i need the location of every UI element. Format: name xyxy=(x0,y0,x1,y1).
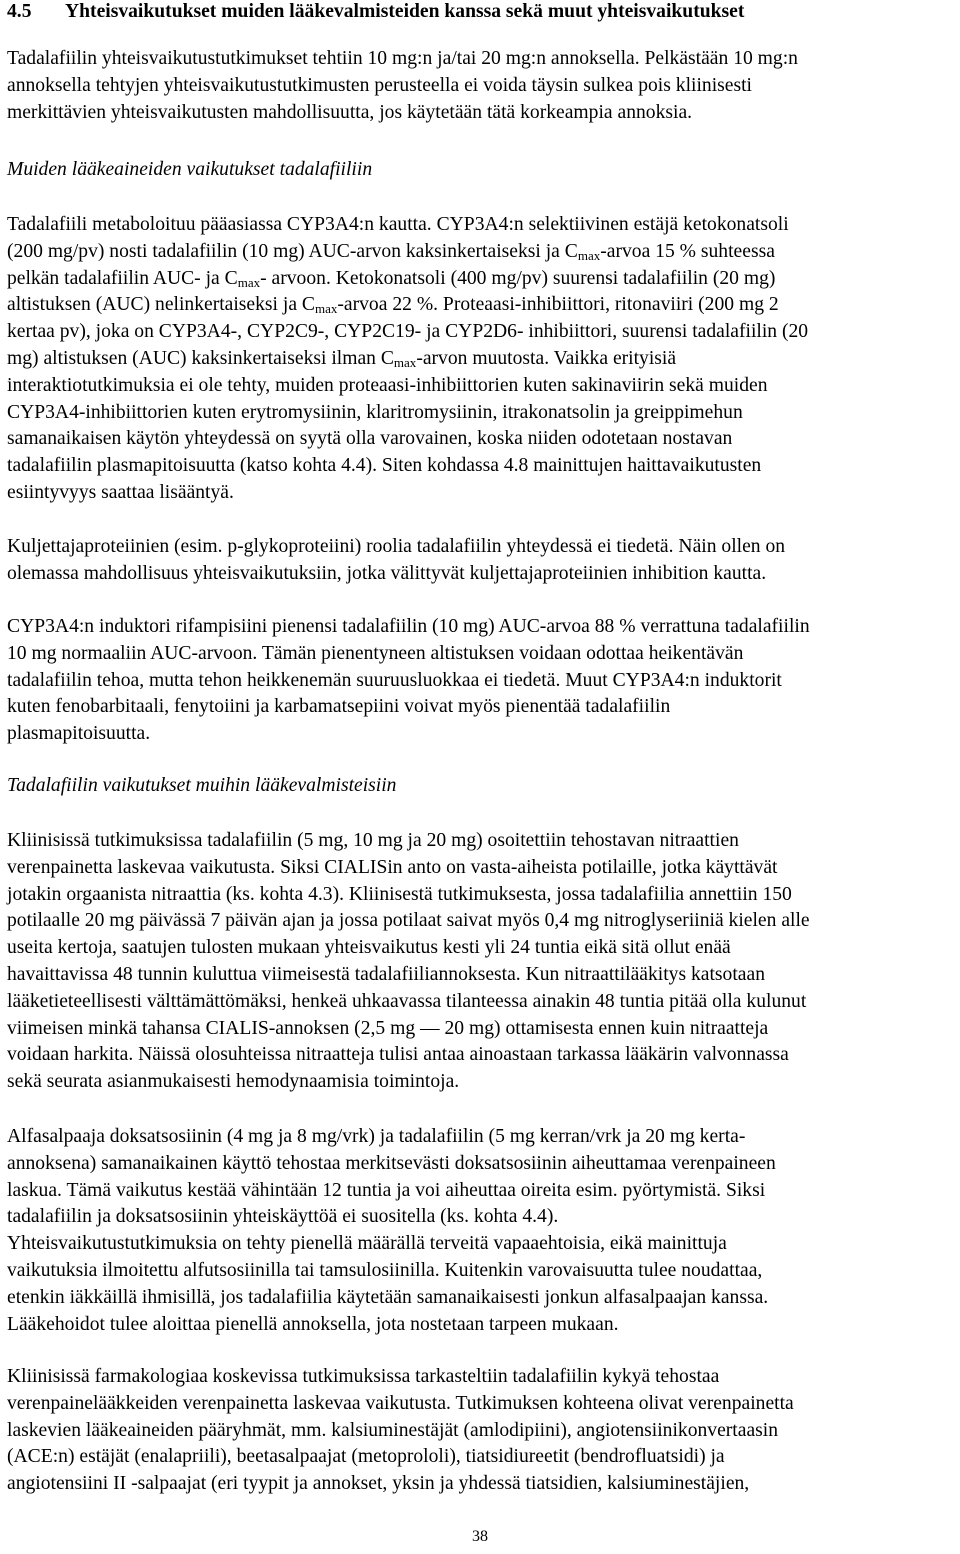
text-line: laskevien lääkeaineiden pääryhmät, mm. kalsiuminestäjät (amlodipiini), angiotensiinikonvertaasin xyxy=(7,1419,779,1441)
text-line: samanaikaisen käytön yhteydessä on syytä olla varovainen, koska niiden odotetaan nostavan xyxy=(7,428,733,450)
paragraph-cyp3a4 xyxy=(7,212,956,507)
page-number: 38 xyxy=(472,1528,488,1545)
text-line: esiintyvyys saattaa lisääntyä. xyxy=(7,481,234,503)
text-line: tadalafiilin plasmapitoisuutta (katso kohta 4.4). Siten kohdassa 4.8 mainittujen haittavaikutusten xyxy=(7,455,762,477)
subscript-max: max xyxy=(577,247,601,263)
subscript-max: max xyxy=(315,301,338,317)
subheading-tadalafil-on-other-drugs: Tadalafiilin vaikutukset muihin lääkevalmisteisiin xyxy=(7,775,397,796)
text-line: jotakin orgaanista nitraattia (ks. kohta 4.3). Kliinisestä tutkimuksesta, jossa tadalafiilia annettiin 150 xyxy=(7,883,792,905)
text-line: 10 mg normaaliin AUC-arvoon. Tämän pienentyneen altistuksen voidaan odottaa heikentävän xyxy=(7,642,744,664)
text-line: kuten fenobarbitaali, fenytoiini ja karbamatsepiini voivat myös pienentää tadalafiilin xyxy=(7,696,671,718)
text-line: viimeisen minkä tahansa CIALIS-annoksen (2,5 mg — 20 mg) ottamisesta ennen kuin nitraatteja xyxy=(7,1017,769,1039)
text-line: verenpainelääkkeiden verenpainetta laskevaa vaikutusta. Tutkimuksen kohteena olivat verenpainetta xyxy=(7,1392,794,1414)
text-line: Kuljettajaproteiinien (esim. p-glykoproteiini) roolia tadalafiilin yhteydessä ei tiedetä. Näin ollen on xyxy=(7,536,786,557)
text-line: Kliinisissä tutkimuksissa tadalafiilin (5 mg, 10 mg ja 20 mg) osoitettiin tehostavan nitraattien xyxy=(7,830,739,851)
text-line: tadalafiilin ja doksatsosiinin yhteiskäyttöä ei suositella (ks. kohta 4.4). xyxy=(7,1206,559,1228)
text-line: Tadalafiilin yhteisvaikutustutkimukset tehtiin 10 mg:n ja/tai 20 mg:n annoksella. Pelkästään 10 mg:n xyxy=(7,48,798,69)
text-line: angiotensiini II -salpaajat (eri tyypit ja annokset, yksin ja yhdessä tiatsidien, kalsiuminestäjien, xyxy=(7,1473,750,1495)
section-heading xyxy=(7,0,956,26)
text-line: annoksena) samanaikainen käyttö tehostaa merkitsevästi doksatsosiinin aiheuttamaa verenpaineen xyxy=(7,1152,776,1174)
paragraph-alpha-blockers xyxy=(7,1124,956,1338)
text-line: kertaa pv), joka on CYP3A4-, CYP2C9-, CYP2C19- ja CYP2D6- inhibiittori, suurensi tadalafiilin (20 xyxy=(7,321,809,343)
subscript-max: max xyxy=(237,274,261,290)
paragraph-antihypertensives xyxy=(7,1364,956,1498)
text-line: altistuksen (AUC) nelinkertaiseksi ja Cmax-arvoa 22 %. Proteaasi-inhibiittori, ritonaviiri (200 mg 2 xyxy=(7,294,779,317)
text-line: merkittävien yhteisvaikutusten mahdollisuutta, jos käytetään tätä korkeampia annoksia. xyxy=(7,101,693,123)
text-line: CYP3A4-inhibiittorien kuten erytromysiinin, klaritromysiinin, itrakonatsolin ja greippimehun xyxy=(7,401,743,423)
text-line: Kliinisissä farmakologiaa koskevissa tutkimuksissa tarkasteltiin tadalafiilin kykyä tehostaa xyxy=(7,1366,720,1387)
text-line: interaktiotutkimuksia ei ole tehty, muiden proteaasi-inhibiittorien kuten sakinaviirin sekä muiden xyxy=(7,374,768,396)
text-line: lääketieteellisesti välttämättömäksi, henkeä uhkaavassa tilanteessa ainakin 48 tuntia pitää olla kulunut xyxy=(7,990,807,1012)
text-line: etenkin iäkkäillä ihmisillä, jos tadalafiilia käytetään samanaikaisesti jonkun alfasalpaajan kanssa. xyxy=(7,1286,769,1308)
text-line: pelkän tadalafiilin AUC- ja Cmax- arvoon. Ketokonatsoli (400 mg/pv) suurensi tadalafiilin (20 mg) xyxy=(7,267,776,290)
text-line: (ACE:n) estäjät (enalapriili), beetasalpaajat (metoprololi), tiatsidiureetit (bendrofluatsidi) ja xyxy=(7,1446,725,1468)
text-line: Tadalafiili metaboloituu pääasiassa CYP3A4:n kautta. CYP3A4:n selektiivinen estäjä ketokonatsoli xyxy=(7,214,789,235)
text-line: potilaalle 20 mg päivässä 7 päivän ajan ja jossa potilaat saivat myös 0,4 mg nitroglyseriiniä kielen alle xyxy=(7,910,810,932)
paragraph-nitrates xyxy=(7,828,956,1096)
text-line: annoksella tehtyjen yhteisvaikutustutkimusten perusteella ei voida täysin sulkea pois kliinisesti xyxy=(7,74,752,96)
text-line: vaikutuksia ilmoitettu alfutsosiinilla tai tamsulosiinilla. Kuitenkin varovaisuutta tulee noudattaa, xyxy=(7,1259,763,1281)
text-line: plasmapitoisuutta. xyxy=(7,723,151,745)
subheading-other-drugs-on-tadalafil: Muiden lääkeaineiden vaikutukset tadalafiiliin xyxy=(7,159,373,180)
text-line: CYP3A4:n induktori rifampisiini pienensi tadalafiilin (10 mg) AUC-arvoa 88 % verrattuna tadalafiilin xyxy=(7,616,810,637)
text-line: (200 mg/pv) nosti tadalafiilin (10 mg) AUC-arvon kaksinkertaiseksi ja Cmax-arvoa 15 % suhteessa xyxy=(7,240,775,263)
section-number: 4.5 xyxy=(7,1,32,22)
text-line: useita kertoja, saatujen tulosten mukaan yhteisvaikutus kesti yli 24 tuntia eikä sitä ollut enää xyxy=(7,937,731,959)
text-line: tadalafiilin tehoa, mutta tehon heikkenemän suuruusluokkaa ei tiedetä. Muut CYP3A4:n induktorit xyxy=(7,669,782,691)
text-line: voidaan harkita. Näissä olosuhteissa nitraatteja tulisi antaa ainoastaan tarkassa lääkärin valvonnassa xyxy=(7,1044,789,1066)
text-line: laskua. Tämä vaikutus kestää vähintään 12 tuntia ja voi aiheuttaa oireita esim. pyörtymistä. Siksi xyxy=(7,1179,766,1201)
text-line: Lääkehoidot tulee aloittaa pienellä annoksella, jota nostetaan tarpeen mukaan. xyxy=(7,1313,619,1335)
text-line: sekä seurata asianmukaisesti hemodynaamisia toimintoja. xyxy=(7,1071,460,1093)
text-line: havaittavissa 48 tunnin kuluttua viimeisestä tadalafiiliannoksesta. Kun nitraattilääkitys katsotaan xyxy=(7,963,765,985)
paragraph-inducers xyxy=(7,614,956,748)
text-line: verenpainetta laskevaa vaikutusta. Siksi CIALISin anto on vasta-aiheista potilaille, jotka käyttävät xyxy=(7,856,778,878)
subscript-max: max xyxy=(393,354,417,370)
text-line: olemassa mahdollisuus yhteisvaikutuksiin, jotka välittyvät kuljettajaproteiinien inhibition kautta. xyxy=(7,562,767,584)
paragraph-transporters xyxy=(7,534,956,588)
text-line: mg) altistuksen (AUC) kaksinkertaiseksi ilman Cmax-arvon muutosta. Vaikka erityisiä xyxy=(7,347,677,370)
text-line: Alfasalpaaja doksatsosiinin (4 mg ja 8 mg/vrk) ja tadalafiilin (5 mg kerran/vrk ja 20 mg kerta- xyxy=(7,1126,746,1147)
paragraph-intro xyxy=(7,46,956,126)
section-title: Yhteisvaikutukset muiden lääkevalmisteiden kanssa sekä muut yhteisvaikutukset xyxy=(65,1,745,22)
text-line: Yhteisvaikutustutkimuksia on tehty pienellä määrällä terveitä vapaaehtoisia, eikä mainittuja xyxy=(7,1233,727,1255)
